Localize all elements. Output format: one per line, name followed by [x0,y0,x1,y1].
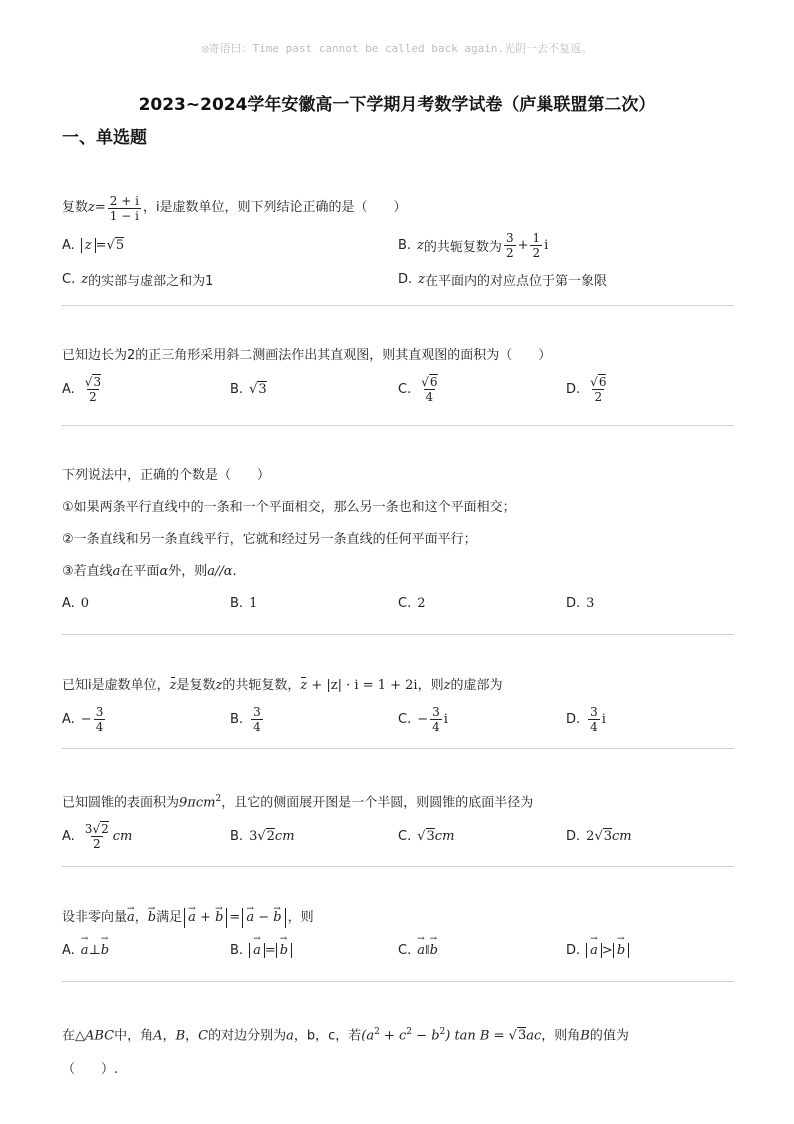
option-d[interactable]: D. $\frac{√6}{2}$ [566,374,607,404]
option-c[interactable]: C. 2 [398,595,426,611]
option-d[interactable]: D. z 在平面内的对应点位于第一象限 [398,271,608,289]
option-b[interactable]: B. $\frac{3}{4}$ [230,704,261,734]
option-d[interactable]: D. 2 √ 3 cm [566,828,632,845]
question-7-stem: 在△ABC中，角A，B，C的对边分别为a，b，c，若$(a^2 + c^2 - b^2)$ tan B = √3ac，则角B的值为 [62,1027,629,1044]
option-b[interactable]: B. 1 [230,595,258,611]
divider [62,425,734,426]
option-a[interactable]: A. z = √ 5 [62,237,125,253]
question-1-stem: 复数 z = $\frac{2 + i}{1 - i}$ ，i是虚数单位，则下列结论正确的是（ ） [62,193,407,223]
option-d[interactable]: D. 3 [566,595,595,611]
question-2 [62,346,734,406]
question-4 [62,676,734,736]
option-b[interactable]: B. √ 3 [230,381,267,397]
question-3-stem: 下列说法中，正确的个数是（ ） [62,468,271,483]
divider [62,866,734,867]
statement-3: ③若直线a在平面α外，则a//α. [62,564,237,579]
option-a[interactable]: A. $\frac{3√2}{2}$ cm [62,821,133,851]
motto: ◎寄语曰：Time past cannot be called back again.光阴一去不复返。 [201,42,593,55]
divider [62,305,734,306]
option-b[interactable]: B. z 的共轭复数为 $\frac{3}{2}$ + $\frac{1}{2}$ i [398,230,549,260]
question-4-stem: 已知i是虚数单位，z是复数z的共轭复数，z + |z| · i = 1 + 2i，则z的虚部为 [62,678,503,693]
option-b[interactable]: B. → a = → b [230,933,292,967]
option-a[interactable]: A. − $\frac{3}{4}$ [62,704,104,734]
option-a[interactable]: A. 0 [62,595,90,611]
statement-2: ②一条直线和另一条直线平行，它就和经过另一条直线的任何平面平行； [62,532,477,547]
fraction: $\frac{2 + i}{1 - i}$ [109,193,139,223]
divider [62,981,734,982]
option-d[interactable]: D. $\frac{3}{4}$ i [566,704,606,734]
divider [62,634,734,635]
fraction: $\frac{3}{2}$ [505,230,514,260]
option-b[interactable]: B. 3 √ 2 cm [230,828,295,845]
option-c[interactable]: C. − $\frac{3}{4}$ i [398,704,448,734]
option-c[interactable]: C. √ 3 cm [398,828,455,845]
question-5 [62,789,734,853]
question-2-stem: 已知边长为2的正三角形采用斜二测画法作出其直观图，则其直观图的面积为（ ） [62,348,552,363]
statement-1: ①如果两条平行直线中的一条和一个平面相交，那么另一条也和这个平面相交； [62,500,516,515]
question-1 [62,188,734,296]
option-c[interactable]: C. z 的实部与虚部之和为1 [62,271,214,289]
question-5-stem: 已知圆锥的表面积为9πcm$^2$，且它的侧面展开图是一个半圆，则圆锥的底面半径为 [62,794,534,811]
question-7 [62,1022,734,1080]
question-3 [62,466,734,620]
question-6-stem: 设非零向量 → a ， → b 满足 → a + → b = → a − → b ，则 [62,905,734,931]
divider [62,748,734,749]
answer-blank: （ ）. [62,1062,119,1078]
option-a[interactable]: A. $\frac{√3}{2}$ [62,374,102,404]
exam-title: 2023~2024学年安徽高一下学期月考数学试卷（庐巢联盟第二次） [138,95,656,115]
option-a[interactable]: A. → a ⊥ → b [62,933,109,967]
question-6 [62,905,734,967]
option-c[interactable]: C. $\frac{√6}{4}$ [398,374,438,404]
option-d[interactable]: D. → a > → b [566,933,629,967]
section-heading: 一、单选题 [62,128,147,148]
fraction: $\frac{1}{2}$ [532,230,541,260]
option-c[interactable]: C. → a ∥ → b [398,933,438,967]
